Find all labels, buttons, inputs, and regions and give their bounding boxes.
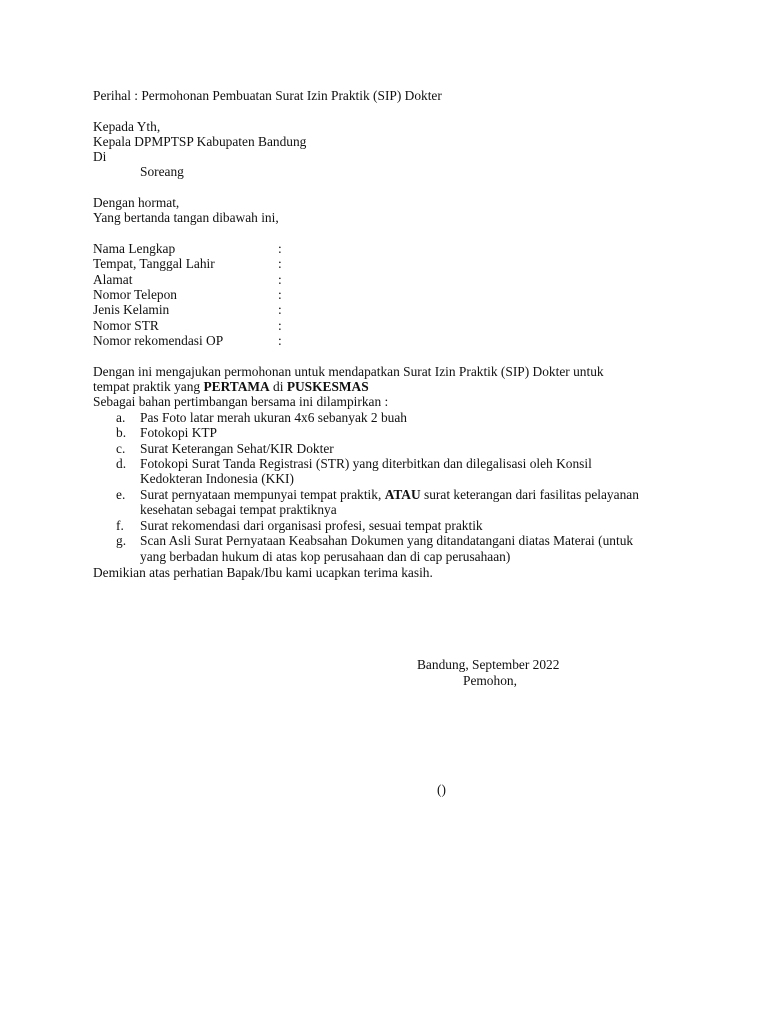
recipient-greeting: Kepada Yth, [93, 119, 161, 134]
recipient-title: Kepala DPMPTSP Kabupaten Bandung [93, 134, 307, 149]
signature-place-date: Bandung, September 2022 [417, 657, 560, 672]
field-label: Nomor STR [93, 318, 159, 333]
list-item: Fotokopi KTP [140, 425, 218, 440]
field-label: Alamat [93, 272, 133, 287]
field-colon: : [278, 302, 282, 317]
intro-text: Yang bertanda tangan dibawah ini, [93, 210, 279, 225]
list-item [140, 487, 639, 502]
field-colon: : [278, 256, 282, 271]
request-line-2 [93, 379, 369, 394]
salutation: Dengan hormat, [93, 195, 180, 210]
list-item-continuation: kesehatan sebagai tempat praktiknya [140, 502, 337, 517]
field-colon: : [278, 333, 282, 348]
signature-name: () [437, 782, 446, 797]
list-marker: g. [116, 533, 127, 548]
list-marker: f. [116, 518, 124, 533]
recipient-place: Soreang [140, 164, 184, 179]
field-label: Tempat, Tanggal Lahir [93, 256, 215, 271]
list-marker: a. [116, 410, 126, 425]
field-colon: : [278, 287, 282, 302]
field-label: Jenis Kelamin [93, 302, 170, 317]
list-marker: e. [116, 487, 126, 502]
list-item: Surat rekomendasi dari organisasi profesi, sesuai tempat praktik [140, 518, 483, 533]
list-item-text: Surat pernyataan mempunyai tempat praktik, [140, 487, 385, 502]
field-label: Nama Lengkap [93, 241, 176, 256]
list-item: Scan Asli Surat Pernyataan Keabsahan Dokumen yang ditandatangani diatas Materai (untuk [140, 533, 634, 548]
closing-text: Demikian atas perhatian Bapak/Ibu kami ucapkan terima kasih. [93, 565, 433, 580]
list-item: Surat Keterangan Sehat/KIR Dokter [140, 441, 334, 456]
letter-subject: Perihal : Permohonan Pembuatan Surat Izin Praktik (SIP) Dokter [93, 88, 442, 103]
list-item-text: surat keterangan dari fasilitas pelayanan [420, 487, 639, 502]
list-item: Fotokopi Surat Tanda Registrasi (STR) yang diterbitkan dan dilegalisasi oleh Konsil [140, 456, 592, 471]
attachments-intro: Sebagai bahan pertimbangan bersama ini dilampirkan : [93, 394, 389, 409]
request-text: tempat praktik yang [93, 379, 204, 394]
request-line-1: Dengan ini mengajukan permohonan untuk mendapatkan Surat Izin Praktik (SIP) Dokter untuk [93, 364, 604, 379]
list-marker: c. [116, 441, 126, 456]
list-marker: b. [116, 425, 127, 440]
emphasis-pertama: PERTAMA [203, 379, 270, 394]
emphasis-atau: ATAU [384, 487, 421, 502]
list-item-continuation: yang berbadan hukum di atas kop perusahaan dan di cap perusahaan) [140, 549, 511, 564]
field-colon: : [278, 241, 282, 256]
recipient-at: Di [93, 149, 107, 164]
list-marker: d. [116, 456, 127, 471]
request-text: di [269, 379, 287, 394]
field-label: Nomor Telepon [93, 287, 177, 302]
field-colon: : [278, 272, 282, 287]
list-item-continuation: Kedokteran Indonesia (KKI) [140, 471, 294, 486]
field-colon: : [278, 318, 282, 333]
emphasis-puskesmas: PUSKESMAS [286, 379, 369, 394]
signature-role: Pemohon, [463, 673, 517, 688]
list-item: Pas Foto latar merah ukuran 4x6 sebanyak 2 buah [140, 410, 408, 425]
field-label: Nomor rekomendasi OP [93, 333, 224, 348]
